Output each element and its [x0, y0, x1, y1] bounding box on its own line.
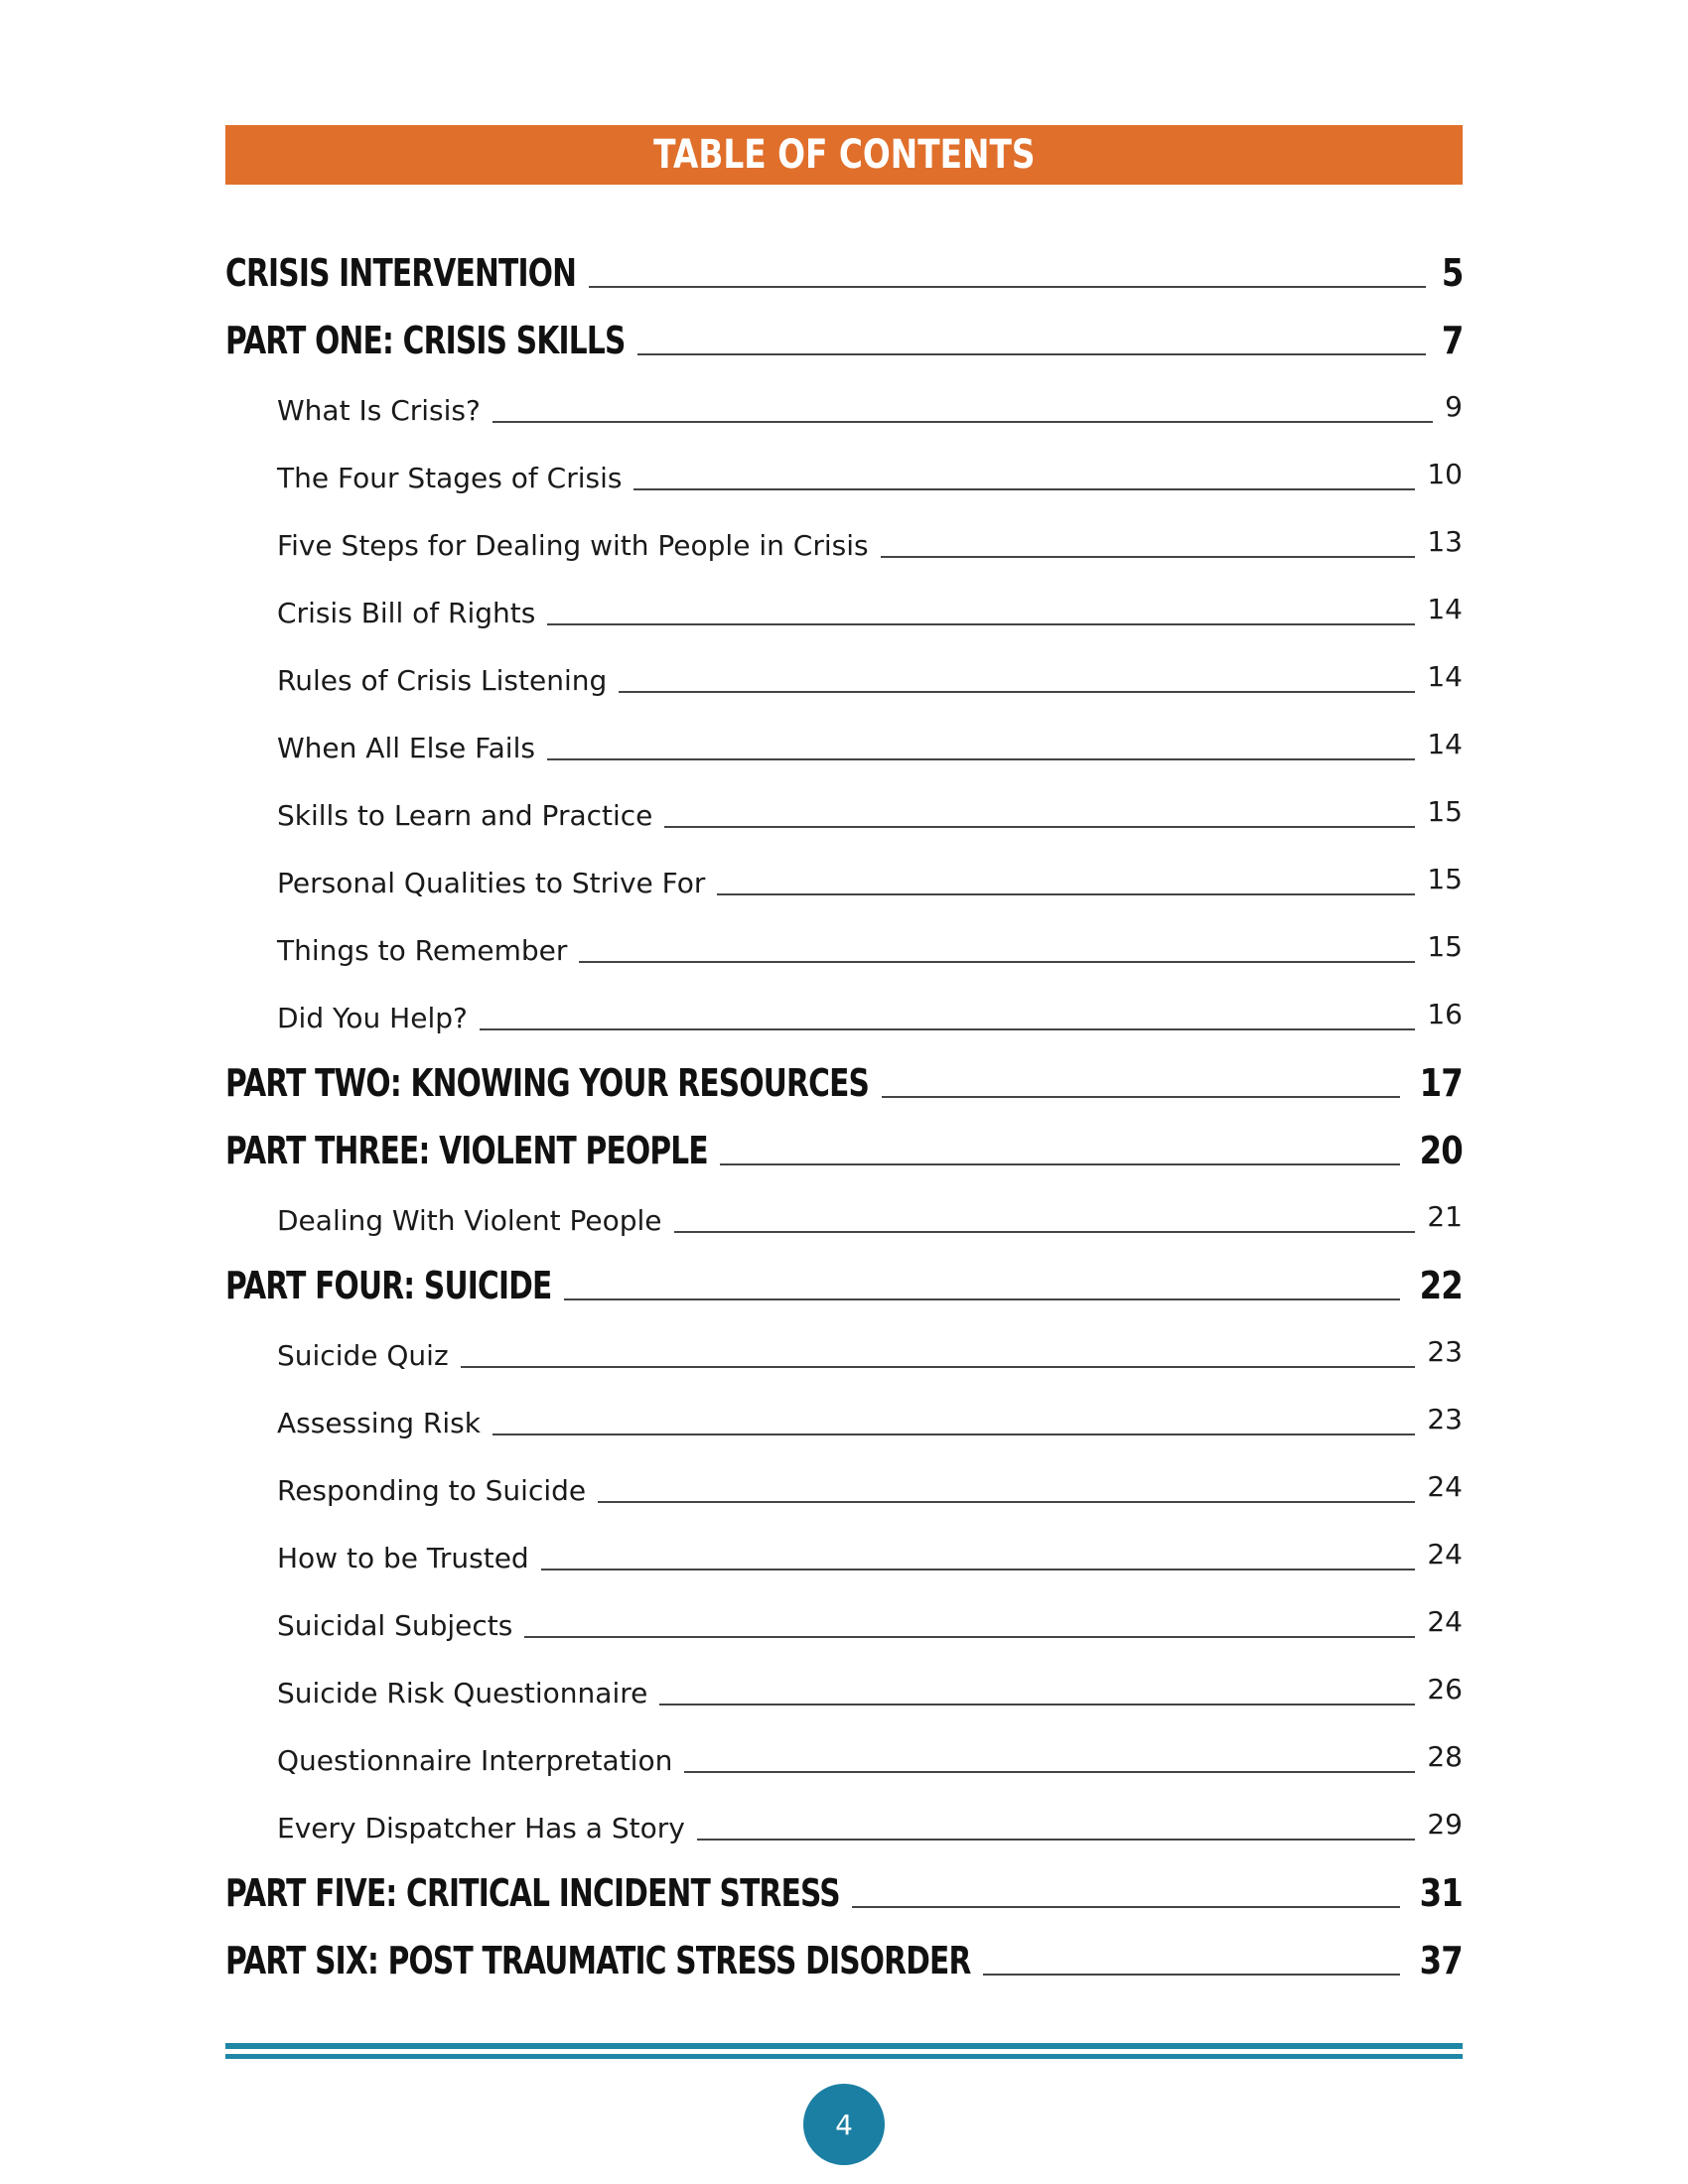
toc-entry-page: 31 — [1419, 1871, 1463, 1915]
toc-entry-label: How to be Trusted — [277, 1542, 529, 1574]
toc-entry-label: PART THREE: VIOLENT PEOPLE — [225, 1129, 708, 1172]
toc-entry-part[interactable] — [225, 1866, 1463, 1916]
toc-leader-line — [589, 286, 1426, 288]
toc-entry-page: 10 — [1427, 458, 1463, 490]
toc-leader-line — [492, 421, 1433, 423]
toc-entry-page: 24 — [1427, 1470, 1463, 1503]
toc-leader-line — [492, 1433, 1415, 1435]
toc-entry-sub[interactable] — [225, 854, 1463, 903]
toc-entry-part[interactable] — [225, 1056, 1463, 1106]
toc-entry-page: 37 — [1419, 1939, 1463, 1982]
toc-entry-page: 7 — [1441, 319, 1463, 362]
toc-entry-label: PART SIX: POST TRAUMATIC STRESS DISORDER — [225, 1939, 971, 1982]
toc-entry-page: 15 — [1427, 863, 1463, 895]
toc-entry-sub[interactable] — [225, 1326, 1463, 1376]
toc-entry-page: 24 — [1427, 1605, 1463, 1638]
toc-leader-line — [547, 623, 1415, 625]
toc-entry-sub[interactable] — [225, 651, 1463, 701]
toc-entry-page: 17 — [1419, 1061, 1463, 1105]
toc-entry-page: 24 — [1427, 1538, 1463, 1570]
toc-entry-label: Suicide Quiz — [277, 1339, 449, 1372]
toc-entry-label: Responding to Suicide — [277, 1474, 587, 1507]
toc-leader-line — [881, 556, 1416, 558]
toc-entry-sub[interactable] — [225, 1799, 1463, 1848]
toc-entry-label: The Four Stages of Crisis — [277, 462, 623, 494]
toc-entry-page: 26 — [1427, 1673, 1463, 1706]
toc-entry-sub[interactable] — [225, 1529, 1463, 1578]
toc-entry-sub[interactable] — [225, 1596, 1463, 1646]
toc-title: TABLE OF CONTENTS — [652, 132, 1036, 178]
toc-entry-label: Personal Qualities to Strive For — [277, 867, 706, 899]
toc-entry-part[interactable] — [225, 1259, 1463, 1308]
toc-leader-line — [619, 691, 1415, 693]
toc-entry-label: PART TWO: KNOWING YOUR RESOURCES — [225, 1061, 870, 1105]
toc-entry-label: CRISIS INTERVENTION — [225, 251, 577, 295]
toc-entry-label: Assessing Risk — [277, 1407, 481, 1439]
toc-entry-label: Skills to Learn and Practice — [277, 799, 653, 832]
toc-leader-line — [983, 1974, 1400, 1976]
toc-entry-sub[interactable] — [225, 584, 1463, 633]
toc-entry-label: PART ONE: CRISIS SKILLS — [225, 319, 626, 362]
toc-entry-page: 29 — [1427, 1808, 1463, 1841]
toc-entry-label: Questionnaire Interpretation — [277, 1744, 673, 1777]
toc-entry-part[interactable] — [225, 1934, 1463, 1983]
toc-entry-sub[interactable] — [225, 381, 1463, 431]
toc-leader-line — [579, 961, 1415, 963]
toc-entry-sub[interactable] — [225, 449, 1463, 498]
page-number: 4 — [835, 2108, 853, 2141]
toc-entry-part[interactable] — [225, 1124, 1463, 1173]
toc-entry-sub[interactable] — [225, 1394, 1463, 1443]
toc-entry-sub[interactable] — [225, 516, 1463, 566]
toc-entry-label: Dealing With Violent People — [277, 1204, 662, 1237]
toc-entry-label: Every Dispatcher Has a Story — [277, 1812, 685, 1844]
toc-entry-page: 5 — [1441, 251, 1463, 295]
toc-entry-page: 16 — [1427, 998, 1463, 1030]
toc-leader-line — [852, 1906, 1400, 1908]
toc-entry-page: 14 — [1427, 660, 1463, 693]
toc-entry-part[interactable] — [225, 314, 1463, 363]
toc-leader-line — [598, 1501, 1415, 1503]
toc-entry-label: What Is Crisis? — [277, 394, 481, 427]
toc-entry-label: PART FIVE: CRITICAL INCIDENT STRESS — [225, 1871, 840, 1915]
toc-entry-page: 9 — [1445, 390, 1463, 423]
toc-leader-line — [674, 1231, 1416, 1233]
toc-entry-page: 23 — [1427, 1403, 1463, 1435]
toc-entry-page: 13 — [1427, 525, 1463, 558]
toc-entry-sub[interactable] — [225, 989, 1463, 1038]
toc-entry-label: PART FOUR: SUICIDE — [225, 1264, 552, 1307]
toc-leader-line — [541, 1569, 1416, 1570]
toc-leader-line — [633, 488, 1415, 490]
toc-entry-page: 23 — [1427, 1335, 1463, 1368]
toc-leader-line — [882, 1096, 1400, 1098]
footer-divider-top — [225, 2043, 1463, 2049]
toc-entry-page: 15 — [1427, 930, 1463, 963]
toc-entry-part[interactable] — [225, 246, 1463, 296]
toc-leader-line — [659, 1704, 1415, 1706]
toc-entry-sub[interactable] — [225, 719, 1463, 768]
toc-entry-page: 14 — [1427, 728, 1463, 760]
toc-entry-page: 21 — [1427, 1200, 1463, 1233]
toc-leader-line — [461, 1366, 1416, 1368]
toc-entry-label: Rules of Crisis Listening — [277, 664, 608, 697]
toc-entry-page: 15 — [1427, 795, 1463, 828]
toc-entry-label: Suicide Risk Questionnaire — [277, 1677, 648, 1709]
toc-entry-label: Suicidal Subjects — [277, 1609, 513, 1642]
toc-entry-sub[interactable] — [225, 786, 1463, 836]
toc-entry-sub[interactable] — [225, 1731, 1463, 1781]
toc-leader-line — [547, 758, 1415, 760]
toc-leader-line — [717, 893, 1415, 895]
toc-title-bar — [225, 125, 1463, 185]
toc-leader-line — [480, 1028, 1415, 1030]
toc-entry-label: Five Steps for Dealing with People in Crisis — [277, 529, 869, 562]
toc-entry-sub[interactable] — [225, 921, 1463, 971]
toc-entry-page: 20 — [1419, 1129, 1463, 1172]
toc-entry-label: Things to Remember — [277, 934, 568, 967]
toc-leader-line — [720, 1163, 1400, 1165]
toc-entry-sub[interactable] — [225, 1461, 1463, 1511]
toc-entry-sub[interactable] — [225, 1664, 1463, 1713]
toc-entry-page: 28 — [1427, 1740, 1463, 1773]
toc-entry-page: 22 — [1419, 1264, 1463, 1307]
toc-leader-line — [697, 1839, 1416, 1841]
footer-divider-bottom — [225, 2054, 1463, 2059]
toc-leader-line — [684, 1771, 1415, 1773]
toc-leader-line — [664, 826, 1415, 828]
toc-entry-page: 14 — [1427, 593, 1463, 625]
toc-entry-label: Crisis Bill of Rights — [277, 597, 536, 629]
toc-entry-label: When All Else Fails — [277, 732, 535, 764]
toc-leader-line — [524, 1636, 1415, 1638]
toc-leader-line — [564, 1298, 1400, 1300]
toc-entry-label: Did You Help? — [277, 1002, 468, 1034]
toc-leader-line — [637, 353, 1426, 355]
toc-entry-sub[interactable] — [225, 1191, 1463, 1241]
page-number-badge — [803, 2084, 885, 2165]
